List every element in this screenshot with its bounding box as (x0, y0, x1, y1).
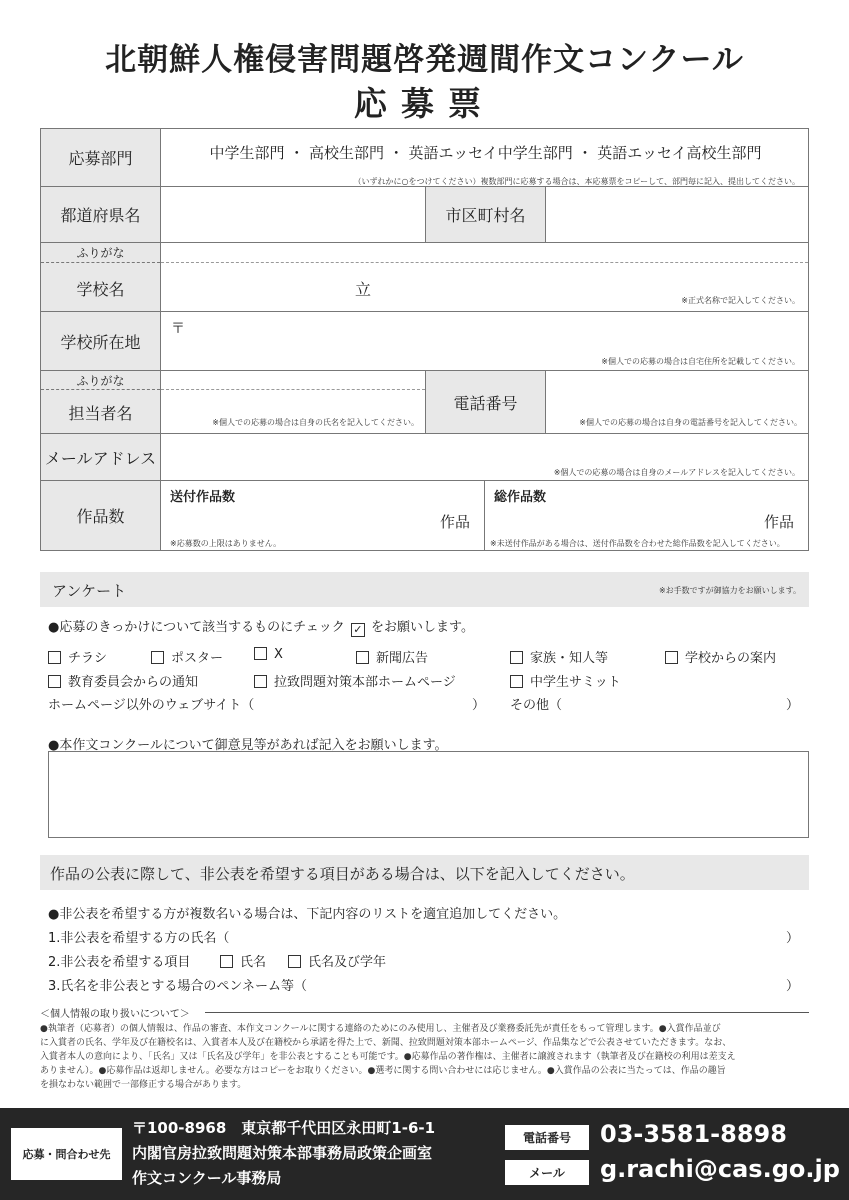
checkbox-icon[interactable] (288, 955, 301, 968)
privacy-item-1: 1.非公表を希望する方の氏名（ (48, 931, 230, 946)
checkbox-icon[interactable] (510, 675, 523, 688)
privacy-option-name[interactable] (220, 951, 266, 970)
school-suffix: 立 (355, 280, 372, 299)
contact-label-cell (40, 370, 161, 434)
footer-address-line-1: 〒100-8968 東京都千代田区永田町1-6-1 (132, 1119, 436, 1137)
checkbox-icon[interactable] (356, 651, 369, 664)
privacy-option-name-grade-label: 氏名及び学年 (308, 955, 387, 970)
personal-info-rule (205, 1012, 809, 1013)
other-label: その他（ (510, 698, 563, 713)
option-family[interactable] (510, 647, 608, 666)
furigana-divider (41, 262, 160, 263)
total-works-field[interactable] (484, 480, 809, 551)
personal-info-heading: ＜個人情報の取り扱いについて＞ (40, 1009, 190, 1020)
contact-furigana-divider (161, 389, 425, 390)
option-board[interactable] (48, 671, 198, 690)
phone-note: ※個人での応募の場合は自身の電話番号を記入してください。 (579, 418, 802, 427)
survey-question-1 (48, 616, 474, 637)
survey-title: アンケート (52, 582, 127, 600)
email-note: ※個人での応募の場合は自身のメールアドレスを記入してください。 (553, 468, 800, 477)
checkbox-icon[interactable] (665, 651, 678, 664)
school-label: 学校名 (76, 280, 125, 299)
option-flyer-label: チラシ (68, 651, 108, 666)
division-options[interactable]: 中学生部門 ・ 高校生部門 ・ 英語エッセイ中学生部門 ・ 英語エッセイ高校生部門 (209, 144, 762, 162)
checkbox-icon[interactable] (510, 651, 523, 664)
page-subtitle: 応募票 (354, 84, 495, 123)
survey-title-note: ※お手数ですが御協力をお願いします。 (658, 586, 801, 595)
option-hq-site[interactable] (254, 671, 456, 690)
option-school-guide[interactable] (665, 647, 776, 666)
footer-address-line-3: 作文コンクール事務局 (132, 1169, 282, 1187)
sent-works-label: 送付作品数 (170, 490, 236, 505)
personal-info-line: ●執筆者（応募者）の個人情報は、作品の審査、本作文コンクールに関する連絡のためにのみ使用し、主催者及び業務委託先が責任をもって管理します。●入賞作品並び (40, 1024, 721, 1034)
option-poster-label: ポスター (171, 651, 224, 666)
option-x[interactable] (254, 647, 283, 662)
division-field[interactable] (160, 128, 809, 187)
survey-question-2: ●本作文コンクールについて御意見等があれば記入をお願いします。 (48, 738, 448, 753)
email-field[interactable] (160, 433, 809, 481)
privacy-item-3: 3.氏名を非公表とする場合のペンネーム等（ (48, 979, 308, 994)
works-label: 作品数 (40, 480, 161, 551)
address-label: 学校所在地 (40, 311, 161, 371)
address-note: ※個人での応募の場合は自宅住所を記載してください。 (601, 357, 800, 366)
other-close: ） (786, 698, 800, 713)
phone-field[interactable] (545, 370, 809, 434)
page-title: 北朝鮮人権侵害問題啓発週間作文コンクール (105, 42, 744, 78)
option-newspaper-label: 新聞広告 (376, 651, 429, 666)
personal-info-line: ありません）。●応募作品は返却しません。必要な方はコピーをお取りください。●選考に関する問い合わせには応じません。●入賞作品の公表に当たっては、作品の趣旨 (40, 1066, 726, 1076)
comments-textarea[interactable] (48, 751, 809, 838)
prefecture-field[interactable] (160, 186, 426, 243)
footer-mail[interactable]: g.rachi@cas.go.jp (600, 1155, 840, 1183)
privacy-option-name-grade[interactable] (288, 951, 386, 970)
contact-note: ※個人での応募の場合は自身の氏名を記入してください。 (212, 418, 419, 427)
option-summit[interactable] (510, 671, 621, 690)
option-hq-site-label: 拉致問題対策本部ホームページ (274, 675, 456, 690)
other-sites-label: ホームページ以外のウェブサイト（ (48, 698, 255, 713)
sent-works-field[interactable] (160, 480, 485, 551)
option-x-label: X (274, 647, 283, 662)
school-field[interactable] (160, 242, 809, 312)
checkbox-icon[interactable] (254, 675, 267, 688)
option-board-label: 教育委員会からの通知 (68, 675, 199, 690)
privacy-header (40, 855, 809, 890)
option-summit-label: 中学生サミット (530, 675, 621, 690)
privacy-item-3-close: ） (786, 979, 800, 994)
school-note: ※正式名称で記入してください。 (681, 296, 800, 305)
city-field[interactable] (545, 186, 809, 243)
email-label: メールアドレス (40, 433, 161, 481)
footer-phone-label: 電話番号 (505, 1125, 589, 1150)
phone-label: 電話番号 (425, 370, 546, 434)
contact-footer (0, 1108, 849, 1200)
option-flyer[interactable] (48, 647, 107, 666)
question1-text-pre: ●応募のきっかけについて該当するものにチェック (48, 620, 345, 635)
checkbox-icon[interactable] (48, 675, 61, 688)
privacy-note: ●非公表を希望する方が複数名いる場合は、下記内容のリストを適宜追加してください。 (48, 907, 567, 922)
personal-info-line: を損なわない範囲で一部修正する場合があります。 (40, 1080, 247, 1090)
contact-field[interactable] (160, 370, 426, 434)
option-poster[interactable] (151, 647, 223, 666)
total-works-unit: 作品 (763, 513, 794, 531)
furigana-divider-2 (41, 389, 160, 390)
sent-works-unit: 作品 (439, 513, 470, 531)
prefecture-label: 都道府県名 (40, 186, 161, 243)
privacy-option-name-label: 氏名 (240, 955, 267, 970)
footer-mail-label: メール (505, 1160, 589, 1185)
division-note: （いずれかに○をつけてください）複数部門に応募する場合は、本応募票をコピーして、部門毎に記入、提出してください。 (353, 177, 800, 186)
checkbox-icon[interactable] (254, 647, 267, 660)
question1-text-post: をお願いします。 (370, 620, 474, 635)
contact-label: 担当者名 (68, 404, 133, 423)
checkbox-icon[interactable] (48, 651, 61, 664)
postal-mark: 〒 (171, 321, 185, 337)
footer-address-line-2: 内閣官房拉致問題対策本部事務局政策企画室 (132, 1144, 433, 1162)
personal-info-line: に入賞者の氏名、学年及び在籍校名は、入賞者本人及び在籍校から承諾を得た上で、新聞、拉致問題対策本部ホームページ、作品集などで公表させていただきます。なお、 (40, 1038, 732, 1048)
option-school-guide-label: 学校からの案内 (685, 651, 777, 666)
furigana-label: ふりがな (76, 246, 125, 260)
furigana-label-2: ふりがな (76, 374, 125, 388)
privacy-item-2: 2.非公表を希望する項目 (48, 955, 191, 970)
survey-header (40, 572, 809, 607)
privacy-title: 作品の公表に際して、非公表を希望する項目がある場合は、以下を記入してください。 (50, 865, 635, 883)
option-family-label: 家族・知人等 (530, 651, 609, 666)
other-sites-close: ） (472, 698, 486, 713)
checkbox-icon[interactable] (220, 955, 233, 968)
personal-info-line: 入賞者本人の意向により、「氏名」又は「氏名及び学年」を非公表とすることも可能です。●応募作品の著作権は、主催者に譲渡されます（執筆者及び在籍校の利用は差支え (40, 1052, 736, 1062)
option-newspaper[interactable] (356, 647, 428, 666)
privacy-item-1-close: ） (786, 931, 800, 946)
school-label-cell (40, 242, 161, 312)
footer-phone[interactable]: 03-3581-8898 (600, 1120, 787, 1148)
sent-works-note: ※応募数の上限はありません。 (170, 539, 282, 548)
address-field[interactable] (160, 311, 809, 371)
footer-address (132, 1116, 435, 1191)
checkbox-icon[interactable] (151, 651, 164, 664)
school-furigana-divider (161, 262, 808, 263)
footer-label: 応募・問合わせ先 (11, 1128, 122, 1180)
division-label: 応募部門 (40, 128, 161, 187)
total-works-label: 総作品数 (494, 490, 547, 505)
personal-info-text (40, 1022, 809, 1092)
city-label: 市区町村名 (425, 186, 546, 243)
check-mark-icon: ✓ (351, 623, 365, 637)
total-works-note: ※未送付作品がある場合は、送付作品数を合わせた総作品数を記入してください。 (490, 539, 785, 548)
